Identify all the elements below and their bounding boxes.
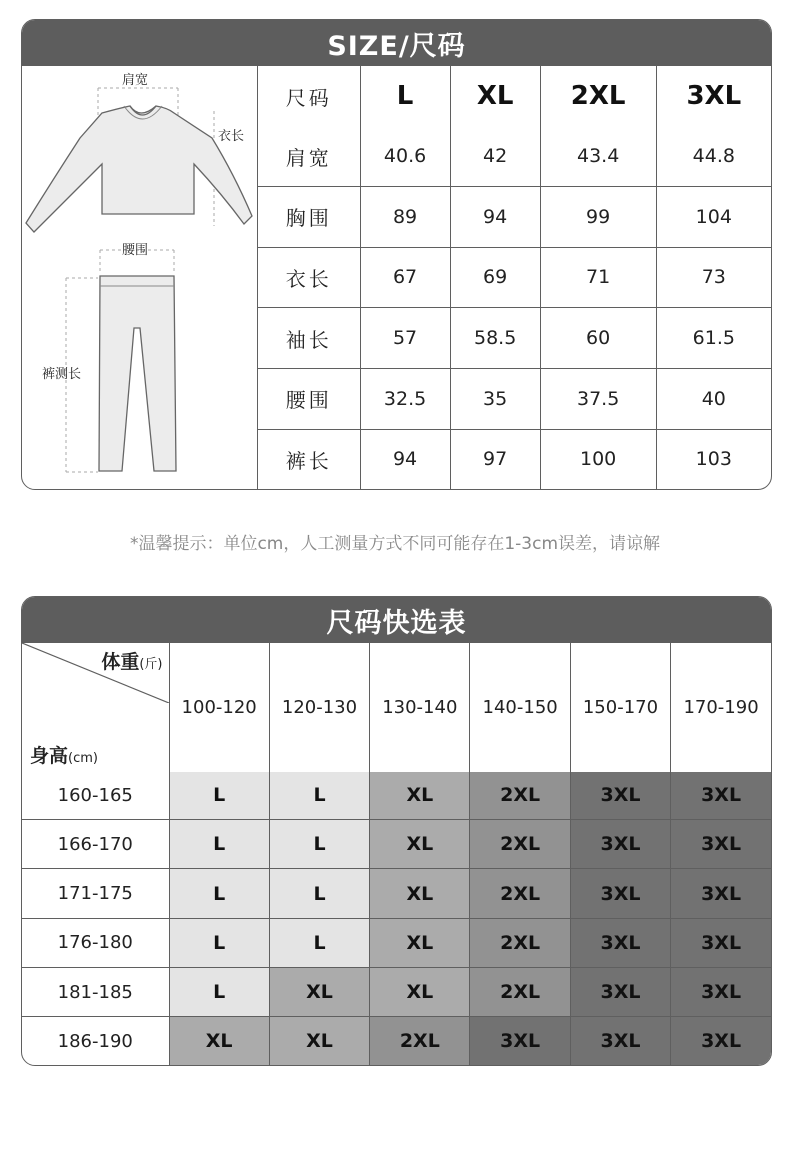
garment-illustration <box>22 66 258 489</box>
measurement-value: 40 <box>656 369 771 430</box>
measurement-value: 32.5 <box>360 369 450 430</box>
measurement-value: 58.5 <box>450 308 540 369</box>
size-recommendation-cell: 3XL <box>570 1017 670 1065</box>
size-recommendation-cell: L <box>169 820 269 869</box>
size-row <box>258 186 771 247</box>
size-recommendation-cell: XL <box>370 820 470 869</box>
size-recommendation-cell: 3XL <box>671 869 771 918</box>
size-recommendation-cell: 3XL <box>570 869 670 918</box>
waist-label: 腰围 <box>122 243 149 258</box>
size-col-header: XL <box>450 66 540 127</box>
height-row-header: 171-175 <box>22 869 169 918</box>
size-table <box>258 66 771 489</box>
height-row-header: 181-185 <box>22 968 169 1017</box>
measurement-label: 袖长 <box>258 308 360 369</box>
size-recommendation-cell: XL <box>370 869 470 918</box>
height-row <box>22 968 771 1017</box>
height-row <box>22 1017 771 1065</box>
weight-col-header: 150-170 <box>570 643 670 772</box>
measurement-value: 69 <box>450 247 540 308</box>
size-row <box>258 247 771 308</box>
weight-col-header: 130-140 <box>370 643 470 772</box>
size-recommendation-cell: L <box>169 968 269 1017</box>
size-recommendation-cell: 2XL <box>470 820 570 869</box>
length-label: 衣长 <box>218 129 245 144</box>
height-row <box>22 772 771 820</box>
size-recommendation-cell: 3XL <box>470 1017 570 1065</box>
weight-axis-label: 体重(斤) <box>101 651 163 673</box>
size-recommendation-cell: L <box>169 869 269 918</box>
measurement-value: 104 <box>656 186 771 247</box>
size-row <box>258 308 771 369</box>
size-recommendation-cell: 3XL <box>671 968 771 1017</box>
height-row-header: 166-170 <box>22 820 169 869</box>
measurement-value: 37.5 <box>540 369 656 430</box>
pants-length-label: 裤测长 <box>42 367 82 382</box>
height-row-header: 160-165 <box>22 772 169 820</box>
size-col-header: 3XL <box>686 81 742 112</box>
size-recommendation-cell: XL <box>269 1017 369 1065</box>
measurement-value: 35 <box>450 369 540 430</box>
weight-col-header: 140-150 <box>470 643 570 772</box>
size-recommendation-cell: L <box>269 772 369 820</box>
height-row-header: 176-180 <box>22 918 169 967</box>
measurement-value: 97 <box>450 429 540 489</box>
size-recommendation-cell: L <box>169 772 269 820</box>
size-row <box>258 429 771 489</box>
measurement-value: 42 <box>450 127 540 187</box>
measurement-value: 89 <box>360 186 450 247</box>
size-recommendation-cell: XL <box>370 772 470 820</box>
size-recommendation-cell: 2XL <box>470 968 570 1017</box>
size-recommendation-cell: L <box>269 869 369 918</box>
size-recommendation-cell: XL <box>169 1017 269 1065</box>
measurement-value: 43.4 <box>540 127 656 187</box>
weight-col-header: 170-190 <box>683 696 759 718</box>
size-header-row <box>258 66 771 127</box>
size-recommendation-cell: 3XL <box>671 1017 771 1065</box>
size-recommendation-cell: 2XL <box>470 869 570 918</box>
weight-header-row <box>22 643 771 772</box>
height-row <box>22 918 771 967</box>
measurement-label: 衣长 <box>258 247 360 308</box>
measurement-value: 60 <box>540 308 656 369</box>
quick-size-table <box>22 643 771 1065</box>
size-recommendation-cell: 3XL <box>671 918 771 967</box>
measurement-value: 40.6 <box>360 127 450 187</box>
weight-col-header: 100-120 <box>169 643 269 772</box>
size-recommendation-cell: 3XL <box>671 772 771 820</box>
measurement-label: 肩宽 <box>258 127 360 187</box>
size-recommendation-cell: L <box>269 820 369 869</box>
size-recommendation-cell: L <box>269 918 369 967</box>
size-recommendation-cell: 2XL <box>470 918 570 967</box>
size-recommendation-cell: 2XL <box>470 772 570 820</box>
measurement-value: 94 <box>450 186 540 247</box>
shoulder-label: 肩宽 <box>122 73 149 88</box>
height-row <box>22 869 771 918</box>
measurement-value: 100 <box>540 429 656 489</box>
measurement-value: 103 <box>695 448 732 471</box>
size-recommendation-cell: 3XL <box>570 772 670 820</box>
size-recommendation-cell: 3XL <box>570 918 670 967</box>
measurement-value: 61.5 <box>656 308 771 369</box>
size-col-header: L <box>360 66 450 127</box>
size-chart-card <box>21 19 772 490</box>
weight-col-header: 120-130 <box>269 643 369 772</box>
size-col-header: 2XL <box>540 66 656 127</box>
measurement-value: 67 <box>360 247 450 308</box>
size-recommendation-cell: XL <box>370 968 470 1017</box>
height-row <box>22 820 771 869</box>
height-row-header: 186-190 <box>22 1017 169 1065</box>
measurement-label: 裤长 <box>258 429 360 489</box>
size-recommendation-cell: XL <box>269 968 369 1017</box>
size-recommendation-cell: 3XL <box>570 820 670 869</box>
measurement-label: 胸围 <box>258 186 360 247</box>
size-chart-title: SIZE/尺码 <box>22 20 771 66</box>
size-row <box>258 127 771 187</box>
size-recommendation-cell: 2XL <box>370 1017 470 1065</box>
measurement-value: 99 <box>540 186 656 247</box>
measurement-value: 94 <box>360 429 450 489</box>
measurement-value: 44.8 <box>656 127 771 187</box>
size-header-label: 尺码 <box>258 66 360 127</box>
measurement-value: 73 <box>656 247 771 308</box>
measurement-label: 腰围 <box>258 369 360 430</box>
size-row <box>258 369 771 430</box>
corner-cell <box>22 643 169 772</box>
size-chart-body <box>22 66 771 489</box>
height-axis-label: 身高(cm) <box>30 744 98 767</box>
quick-size-title: 尺码快选表 <box>22 597 771 643</box>
measurement-value: 57 <box>360 308 450 369</box>
quick-size-card <box>21 596 772 1066</box>
size-recommendation-cell: L <box>169 918 269 967</box>
size-recommendation-cell: 3XL <box>570 968 670 1017</box>
measurement-notice: *温馨提示：单位cm，人工测量方式不同可能存在1-3cm误差，请谅解 <box>129 534 661 554</box>
size-recommendation-cell: XL <box>370 918 470 967</box>
size-recommendation-cell: 3XL <box>671 820 771 869</box>
measurement-value: 71 <box>540 247 656 308</box>
garment-diagram-icon <box>22 66 258 489</box>
